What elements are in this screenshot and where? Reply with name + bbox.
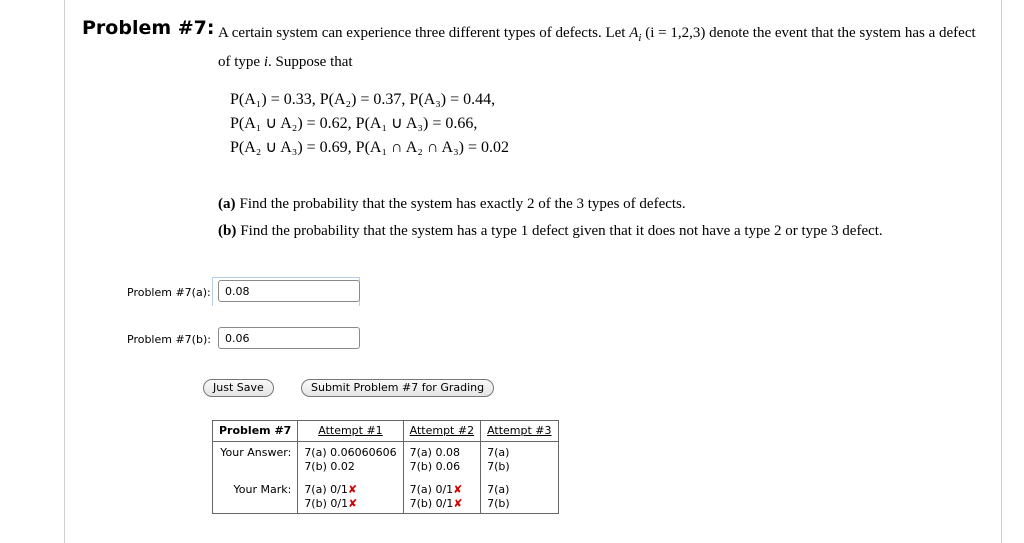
part-b: (b) Find the probability that the system has a type 1 defect given that it does not have a type 2 or type 3 defect.	[218, 223, 883, 239]
answer-a-input[interactable]	[218, 280, 360, 302]
content-right-border	[1001, 0, 1002, 543]
given-probabilities	[230, 88, 509, 160]
wrong-mark-icon: ✘	[453, 497, 463, 510]
attempt-1-mark: 7(a) 0/1✘ 7(b) 0/1✘	[298, 475, 403, 514]
problem-parts	[218, 191, 883, 245]
answer-a-label: Problem #7(a):	[127, 286, 211, 299]
event-index: (i = 1,2,3)	[645, 25, 706, 41]
problem-title: Problem #7:	[82, 17, 215, 39]
your-mark-label: Your Mark:	[213, 475, 298, 514]
formula-line-3: P(A₂ ∪ A₃) = 0.69, P(A₁ ∩ A₂ ∩ A₃) = 0.02	[230, 139, 509, 156]
answer-b-label: Problem #7(b):	[127, 333, 211, 346]
attempt-2-mark: 7(a) 0/1✘ 7(b) 0/1✘	[403, 475, 480, 514]
attempt-2-header: Attempt #2	[403, 421, 480, 442]
attempt-3-answer: 7(a) 7(b)	[481, 442, 558, 476]
statement-part-1: A certain system can experience three different types of defects. Let	[218, 25, 626, 41]
type-variable: i	[263, 54, 268, 70]
submit-for-grading-button[interactable]: Submit Problem #7 for Grading	[301, 379, 494, 397]
wrong-mark-icon: ✘	[348, 497, 358, 510]
wrong-mark-icon: ✘	[347, 483, 358, 496]
wrong-mark-icon: ✘	[453, 483, 463, 496]
statement-part-2: denote the event that the system has a defect of type	[218, 25, 976, 70]
attempts-table	[212, 420, 559, 514]
formula-line-1: P(A₁) = 0.33, P(A₂) = 0.37, P(A₃) = 0.44,	[230, 91, 496, 108]
content-left-border	[64, 0, 65, 543]
attempt-1-answer: 7(a) 0.06060606 7(b) 0.02	[298, 442, 403, 476]
attempt-2-answer: 7(a) 0.08 7(b) 0.06	[403, 442, 480, 476]
formula-line-2: P(A₁ ∪ A₂) = 0.62, P(A₁ ∪ A₃) = 0.66,	[230, 115, 478, 132]
event-symbol: $A_i$	[629, 25, 642, 44]
part-a: (a) Find the probability that the system has exactly 2 of the 3 types of defects.	[218, 196, 686, 212]
attempts-table-corner: Problem #7	[213, 421, 298, 442]
statement-part-3: . Suppose that	[268, 54, 353, 70]
problem-statement	[218, 21, 978, 74]
attempt-3-mark: 7(a) 7(b)	[481, 475, 558, 514]
answer-b-input[interactable]	[218, 327, 360, 349]
attempt-3-header: Attempt #3	[481, 421, 558, 442]
your-mark-row	[213, 475, 559, 514]
attempt-1-header: Attempt #1	[298, 421, 403, 442]
your-answer-row	[213, 442, 559, 476]
your-answer-label: Your Answer:	[213, 442, 298, 476]
just-save-button[interactable]: Just Save	[203, 379, 274, 397]
